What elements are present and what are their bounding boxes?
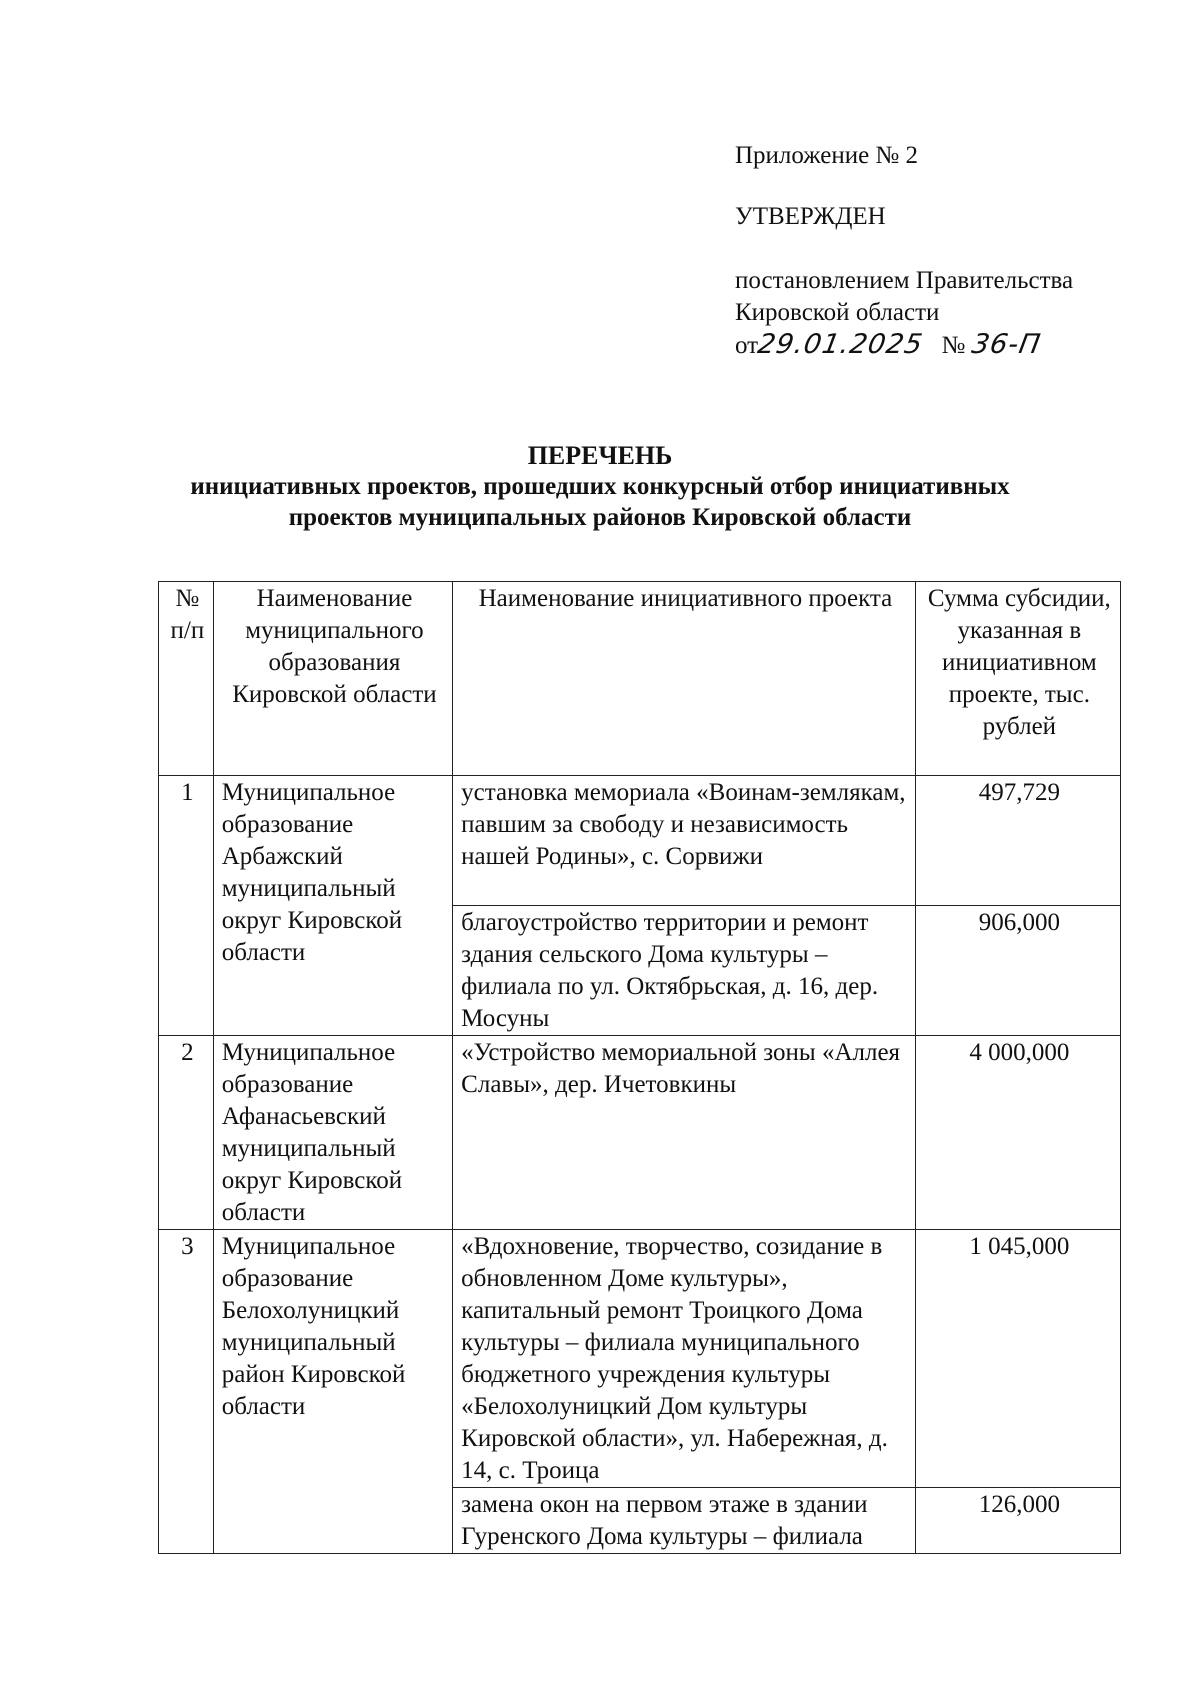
row-project: установка мемориала «Воинам-землякам, павшим за свободу и независимость нашей Родины», с. Сорвижи	[453, 776, 916, 906]
title-main: ПЕРЕЧЕНЬ	[527, 441, 673, 470]
row-sum: 4 000,000	[915, 1036, 1120, 1230]
table-row	[159, 1230, 1121, 1488]
appendix-label: Приложение № 2	[735, 142, 919, 169]
title-line-2: инициативных проектов, прошедших конкурсный отбор инициативных	[190, 473, 1010, 500]
header-project: Наименование инициативного проекта	[453, 582, 916, 776]
row-sum: 497,729	[915, 776, 1120, 906]
row-sum: 1 045,000	[915, 1230, 1120, 1488]
row-project: замена окон на первом этаже в здании Гуренского Дома культуры – филиала	[453, 1488, 916, 1554]
table-row	[159, 776, 1121, 906]
handwritten-date: 29.01.2025	[755, 329, 926, 360]
title-line-3: проектов муниципальных районов Кировской области	[288, 504, 912, 531]
row-num: 1	[159, 776, 214, 1036]
approved-label: УТВЕРЖДЕН	[735, 203, 886, 230]
row-num: 3	[159, 1230, 214, 1554]
row-num: 2	[159, 1036, 214, 1230]
row-project: благоустройство территории и ремонт здания сельского Дома культуры – филиала по ул. Октябрьская, д. 16, дер. Мосуны	[453, 906, 916, 1036]
row-municipality: Муниципальное образование Арбажский муниципальный округ Кировской области	[213, 776, 452, 1036]
row-project: «Устройство мемориальной зоны «Аллея Славы», дер. Ичетовкины	[453, 1036, 916, 1230]
handwritten-number: 36-П	[968, 329, 1043, 360]
approved-by-line2: Кировской области	[735, 299, 940, 326]
document-title	[100, 440, 1100, 533]
approved-by-line1: постановлением Правительства	[735, 267, 1074, 294]
resolution-date-number	[735, 329, 1155, 362]
table-header-row	[159, 582, 1121, 776]
table-row	[159, 1036, 1121, 1230]
number-prefix: №	[941, 332, 966, 359]
header-sum: Сумма субсидии, указанная в инициативном проекте, тыс. рублей	[915, 582, 1120, 776]
row-project: «Вдохновение, творчество, созидание в обновленном Доме культуры», капитальный ремонт Троицкого Дома культуры – филиала муниципального бюджетного учреждения культуры «Белохолуницкий Дом культуры Кировской области», ул. Набережная, д. 14, с. Троица	[453, 1230, 916, 1488]
approval-block	[735, 140, 1155, 362]
projects-table	[158, 581, 1121, 1554]
row-sum: 126,000	[915, 1488, 1120, 1554]
header-num: № п/п	[159, 582, 214, 776]
date-prefix: от	[735, 332, 759, 359]
row-sum: 906,000	[915, 906, 1120, 1036]
row-municipality: Муниципальное образование Афанасьевский муниципальный округ Кировской области	[213, 1036, 452, 1230]
header-municipality: Наименование муниципального образования Кировской области	[213, 582, 452, 776]
row-municipality: Муниципальное образование Белохолуницкий муниципальный район Кировской области	[213, 1230, 452, 1554]
